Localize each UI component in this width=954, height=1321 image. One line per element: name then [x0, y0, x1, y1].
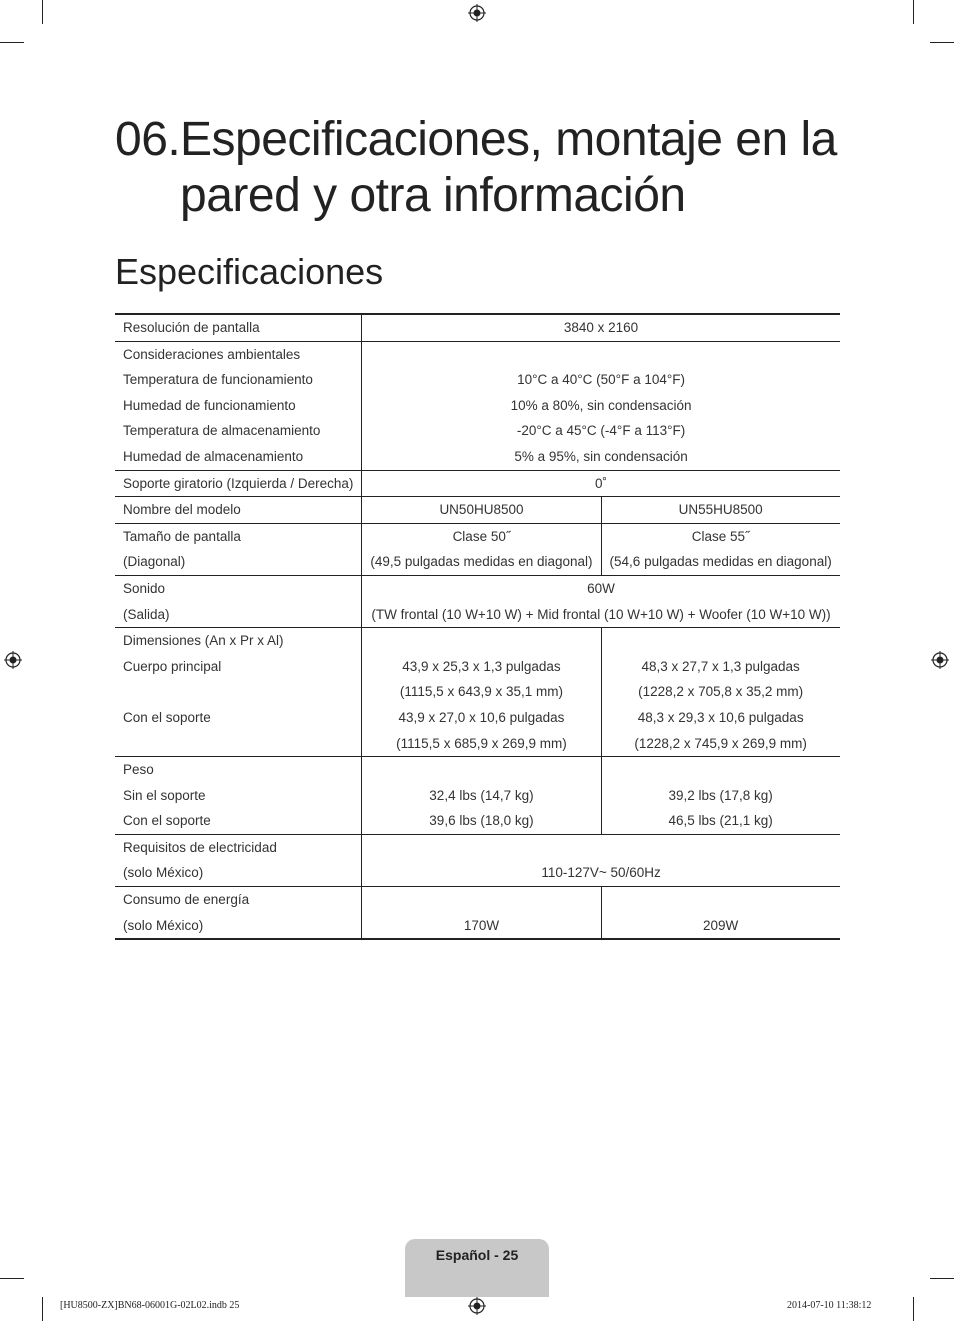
table-row [115, 314, 840, 341]
row-value: (1228,2 x 705,8 x 35,2 mm) [638, 684, 804, 700]
table-row [115, 679, 840, 705]
row-label: Humedad de almacenamiento [115, 444, 362, 470]
table-row [115, 783, 840, 809]
row-value: 43,9 x 27,0 x 10,6 pulgadas [362, 705, 601, 731]
row-value: 10°C a 40°C (50°F a 104°F) [517, 372, 685, 388]
table-row [115, 470, 840, 497]
row-label: Peso [115, 757, 362, 783]
row-label: Temperatura de funcionamiento [115, 367, 362, 393]
crop-mark [42, 1297, 43, 1321]
table-row [115, 860, 840, 886]
table-row [115, 808, 840, 834]
row-label: Cuerpo principal [115, 654, 362, 680]
spec-table [115, 313, 840, 940]
crop-mark [0, 42, 24, 43]
model-col2: UN55HU8500 [601, 497, 840, 524]
row-label: (solo México) [115, 860, 362, 886]
row-value: 10% a 80%, sin condensación [510, 397, 692, 413]
table-row [115, 497, 840, 524]
table-row [115, 341, 840, 367]
row-label: Con el soporte [115, 808, 362, 834]
row-label: Tamaño de pantalla [115, 523, 362, 549]
row-value: (1115,5 x 643,9 x 35,1 mm) [362, 679, 601, 705]
footer-timestamp: 2014-07-10 11:38:12 [787, 1300, 872, 1311]
table-row [115, 523, 840, 549]
row-label: (solo México) [115, 913, 362, 940]
table-row [115, 887, 840, 913]
row-label: (Diagonal) [115, 549, 362, 575]
table-row [115, 913, 840, 940]
row-value: (TW frontal (10 W+10 W) + Mid frontal (10 W+10 W) + Woofer (10 W+10 W)) [371, 606, 831, 622]
row-value: 48,3 x 29,3 x 10,6 pulgadas [637, 709, 804, 725]
row-label: Con el soporte [115, 705, 362, 731]
chapter-number: 06. [115, 113, 181, 166]
row-value: 39,2 lbs (17,8 kg) [668, 787, 773, 803]
row-value: -20°C a 45°C (-4°F a 113°F) [516, 423, 686, 439]
row-label: Consideraciones ambientales [115, 341, 362, 367]
row-value: 170W [362, 913, 601, 940]
table-row [115, 393, 840, 419]
crop-mark [0, 1278, 24, 1279]
row-label: Temperatura de almacenamiento [115, 418, 362, 444]
page-number-tab [405, 1239, 549, 1297]
crop-mark [42, 0, 43, 24]
row-label: Resolución de pantalla [115, 314, 362, 341]
row-label: Humedad de funcionamiento [115, 393, 362, 419]
table-row [115, 575, 840, 601]
row-value: 0˚ [362, 470, 840, 497]
row-label: Sonido [115, 575, 362, 601]
chapter-title-line2: pared y otra información [180, 169, 686, 222]
footer-file-info: [HU8500-ZX]BN68-06001G-02L02.indb 25 [60, 1300, 240, 1311]
row-label: Sin el soporte [115, 783, 362, 809]
row-label: Nombre del modelo [115, 497, 362, 524]
table-row [115, 731, 840, 757]
row-value: 3840 x 2160 [362, 314, 840, 341]
row-label: Soporte giratorio (Izquierda / Derecha) [115, 470, 362, 497]
table-row [115, 757, 840, 783]
row-label: (Salida) [115, 602, 362, 628]
table-row [115, 654, 840, 680]
row-value: Clase 55˝ [601, 523, 840, 549]
row-value: 39,6 lbs (18,0 kg) [362, 808, 601, 834]
row-value: 110-127V~ 50/60Hz [541, 865, 661, 881]
table-row [115, 602, 840, 628]
row-value: 32,4 lbs (14,7 kg) [362, 783, 601, 809]
row-value: (49,5 pulgadas medidas en diagonal) [362, 549, 601, 575]
registration-mark-icon [931, 651, 949, 669]
crop-mark [930, 1278, 954, 1279]
section-title: Especificaciones [115, 251, 384, 292]
table-row [115, 444, 840, 470]
row-value: (54,6 pulgadas medidas en diagonal) [609, 554, 832, 570]
table-row [115, 418, 840, 444]
crop-mark [913, 1297, 914, 1321]
table-row [115, 628, 840, 654]
row-value: Clase 50˝ [362, 523, 601, 549]
row-value: 43,9 x 25,3 x 1,3 pulgadas [362, 654, 601, 680]
row-value: (1115,5 x 685,9 x 269,9 mm) [362, 731, 601, 757]
model-col1: UN50HU8500 [362, 497, 601, 524]
row-value: 5% a 95%, sin condensación [514, 448, 688, 464]
row-value: 46,5 lbs (21,1 kg) [668, 813, 773, 829]
registration-mark-icon [468, 1297, 486, 1315]
table-row [115, 834, 840, 860]
row-label: Consumo de energía [115, 887, 362, 913]
table-row [115, 705, 840, 731]
row-value: 60W [362, 575, 840, 601]
table-row [115, 367, 840, 393]
crop-mark [913, 0, 914, 24]
row-value: 209W [601, 913, 840, 940]
registration-mark-icon [4, 651, 22, 669]
row-value: (1228,2 x 745,9 x 269,9 mm) [634, 735, 807, 751]
row-label: Requisitos de electricidad [115, 834, 362, 860]
crop-mark [930, 42, 954, 43]
row-label: Dimensiones (An x Pr x Al) [115, 628, 362, 654]
page-number: Español - 25 [435, 1247, 519, 1263]
table-row [115, 549, 840, 575]
registration-mark-icon [468, 4, 486, 22]
row-value: 48,3 x 27,7 x 1,3 pulgadas [641, 658, 800, 674]
chapter-title-line1: Especificaciones, montaje en la [180, 113, 837, 166]
